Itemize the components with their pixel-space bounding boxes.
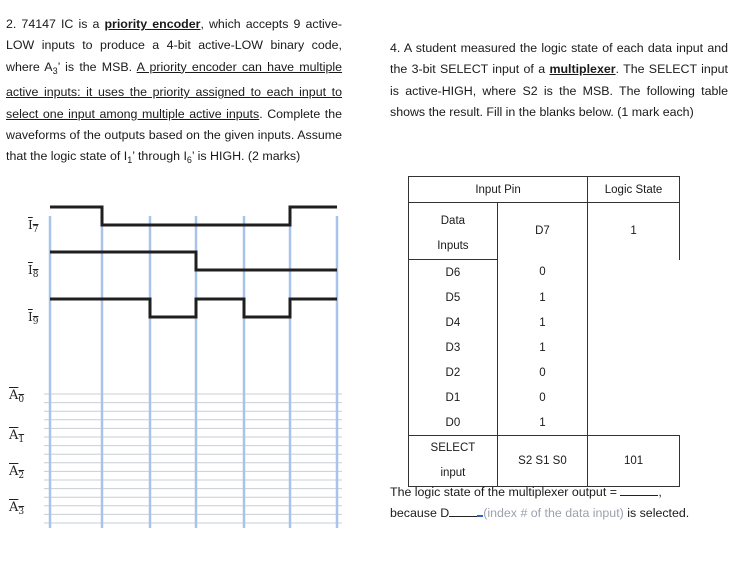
pin-cell: D7 xyxy=(497,203,587,260)
state-cell: 0 xyxy=(497,360,587,385)
index-blank[interactable] xyxy=(449,503,477,517)
priority-definition: A priority encoder can have multiple active inputs: it uses the priority assigned to each input to select one input among multiple active inputs xyxy=(6,59,342,121)
state-cell: 1 xyxy=(588,203,680,260)
logic-state-table xyxy=(408,176,680,487)
header-input-pin: Input Pin xyxy=(409,177,588,203)
multiplexer-term: multiplexer xyxy=(549,62,616,77)
output-label-a1: $A_1$ xyxy=(9,428,25,445)
index-hint: (index # of the data input) xyxy=(483,506,624,521)
select-state: 101 xyxy=(588,436,680,487)
output-label-a0: $A_0$ xyxy=(9,388,25,405)
input-label-i8: $I_8$ xyxy=(28,263,39,280)
pin-cell: D2 xyxy=(409,360,498,385)
output-label-a2: $A_2$ xyxy=(9,464,25,481)
question-2-number: 2. xyxy=(6,17,17,31)
question-4-blanks: The logic state of the multiplexer output = , because D (index # of the data input) is selected. xyxy=(390,482,726,525)
pin-cell: D5 xyxy=(409,285,498,310)
state-cell: 1 xyxy=(497,410,587,436)
select-label: SELECT input xyxy=(409,436,498,487)
state-cell: 0 xyxy=(497,385,587,410)
priority-encoder-term: priority encoder xyxy=(104,17,201,31)
state-cell: 1 xyxy=(497,310,587,335)
select-pins: S2 S1 S0 xyxy=(497,436,587,487)
pin-cell: D3 xyxy=(409,335,498,360)
pin-cell: D0 xyxy=(409,410,498,436)
pin-cell: D1 xyxy=(409,385,498,410)
question-4-text: 4. A student measured the logic state of each data input and the 3-bit SELECT input of a multiplexer. The SELECT input is active-HIGH, where S2 is the MSB. The following table shows the result. Fill in the blanks below. (1 mark each) xyxy=(390,41,728,120)
output-blank[interactable] xyxy=(620,482,658,496)
input-label-i9: $I_9$ xyxy=(28,310,39,327)
state-cell: 1 xyxy=(497,285,587,310)
question-2-text: 2. 74147 IC is a priority encoder, which accepts 9 active-LOW inputs to produce a 4-bit active-LOW binary code, where $A_3$’ is the MSB. A priority encoder can have multiple active inputs: it uses the priority assigned to each input to select one input among multiple active inputs. Complete the waveforms of the outputs based on the given inputs. Assume that the logic state of $I_1$’ through $I_6$’ is HIGH. (2 marks) xyxy=(6,17,343,166)
data-inputs-label: Data Inputs xyxy=(409,203,498,260)
input-waveform-i8 xyxy=(50,252,337,270)
output-label-a3: $A_3$ xyxy=(9,500,25,517)
input-label-i7: $I_7$ xyxy=(28,218,39,235)
waveform-diagram xyxy=(0,200,350,540)
header-logic-state: Logic State xyxy=(588,177,680,203)
state-cell: 0 xyxy=(497,260,587,286)
state-cell: 1 xyxy=(497,335,587,360)
pin-cell: D4 xyxy=(409,310,498,335)
pin-cell: D6 xyxy=(409,260,498,286)
input-waveform-i9 xyxy=(50,299,337,317)
input-waveform-i7 xyxy=(50,207,337,225)
